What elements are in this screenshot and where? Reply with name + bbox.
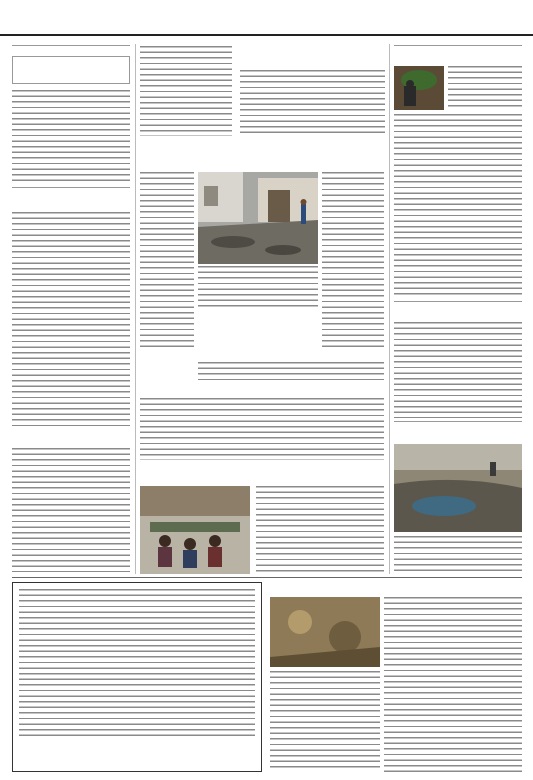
tree-photo: [394, 66, 444, 110]
right-mid-text: [394, 322, 522, 418]
road-works-photo-icon: [394, 444, 522, 532]
main-text-left: [140, 172, 194, 350]
road-photo: [394, 444, 522, 532]
main-text-right: [322, 172, 384, 350]
lower-divider: [12, 577, 522, 578]
column-rule: [389, 44, 390, 574]
phone-box: [12, 56, 130, 84]
top-center-text-a: [140, 46, 232, 136]
right-column-text: [394, 114, 522, 298]
section-label-photo: [394, 420, 522, 422]
street-photo-icon: [198, 172, 318, 264]
soil-photo: [270, 597, 380, 667]
section-label-voice: [12, 44, 130, 46]
section-label-report: [394, 300, 522, 302]
ad-text: [19, 589, 255, 739]
education-text: [256, 486, 384, 574]
bottom-right-text-b: [270, 671, 380, 772]
section-label-khuzestan: [394, 44, 522, 46]
sub-story-text-2: [140, 398, 384, 460]
right-photo-text: [394, 536, 522, 572]
bottom-right-text-a: [384, 597, 522, 772]
photo-caption: [198, 266, 318, 308]
classroom-photo-icon: [140, 486, 250, 574]
left-text-2: [12, 212, 130, 426]
top-right-text: [448, 66, 522, 110]
classroom-photo: [140, 486, 250, 574]
soil-photo-icon: [270, 597, 380, 667]
top-center-text-b: [240, 70, 385, 136]
main-photo: [198, 172, 318, 264]
column-rule: [135, 44, 136, 574]
tree-planting-photo-icon: [394, 66, 444, 110]
left-text-3: [12, 448, 130, 572]
sub-story-text-1: [198, 362, 384, 384]
masthead-bar: [0, 22, 533, 36]
tender-ad: [12, 582, 262, 772]
section-label-news: [12, 186, 130, 188]
left-text-1: [12, 90, 130, 182]
